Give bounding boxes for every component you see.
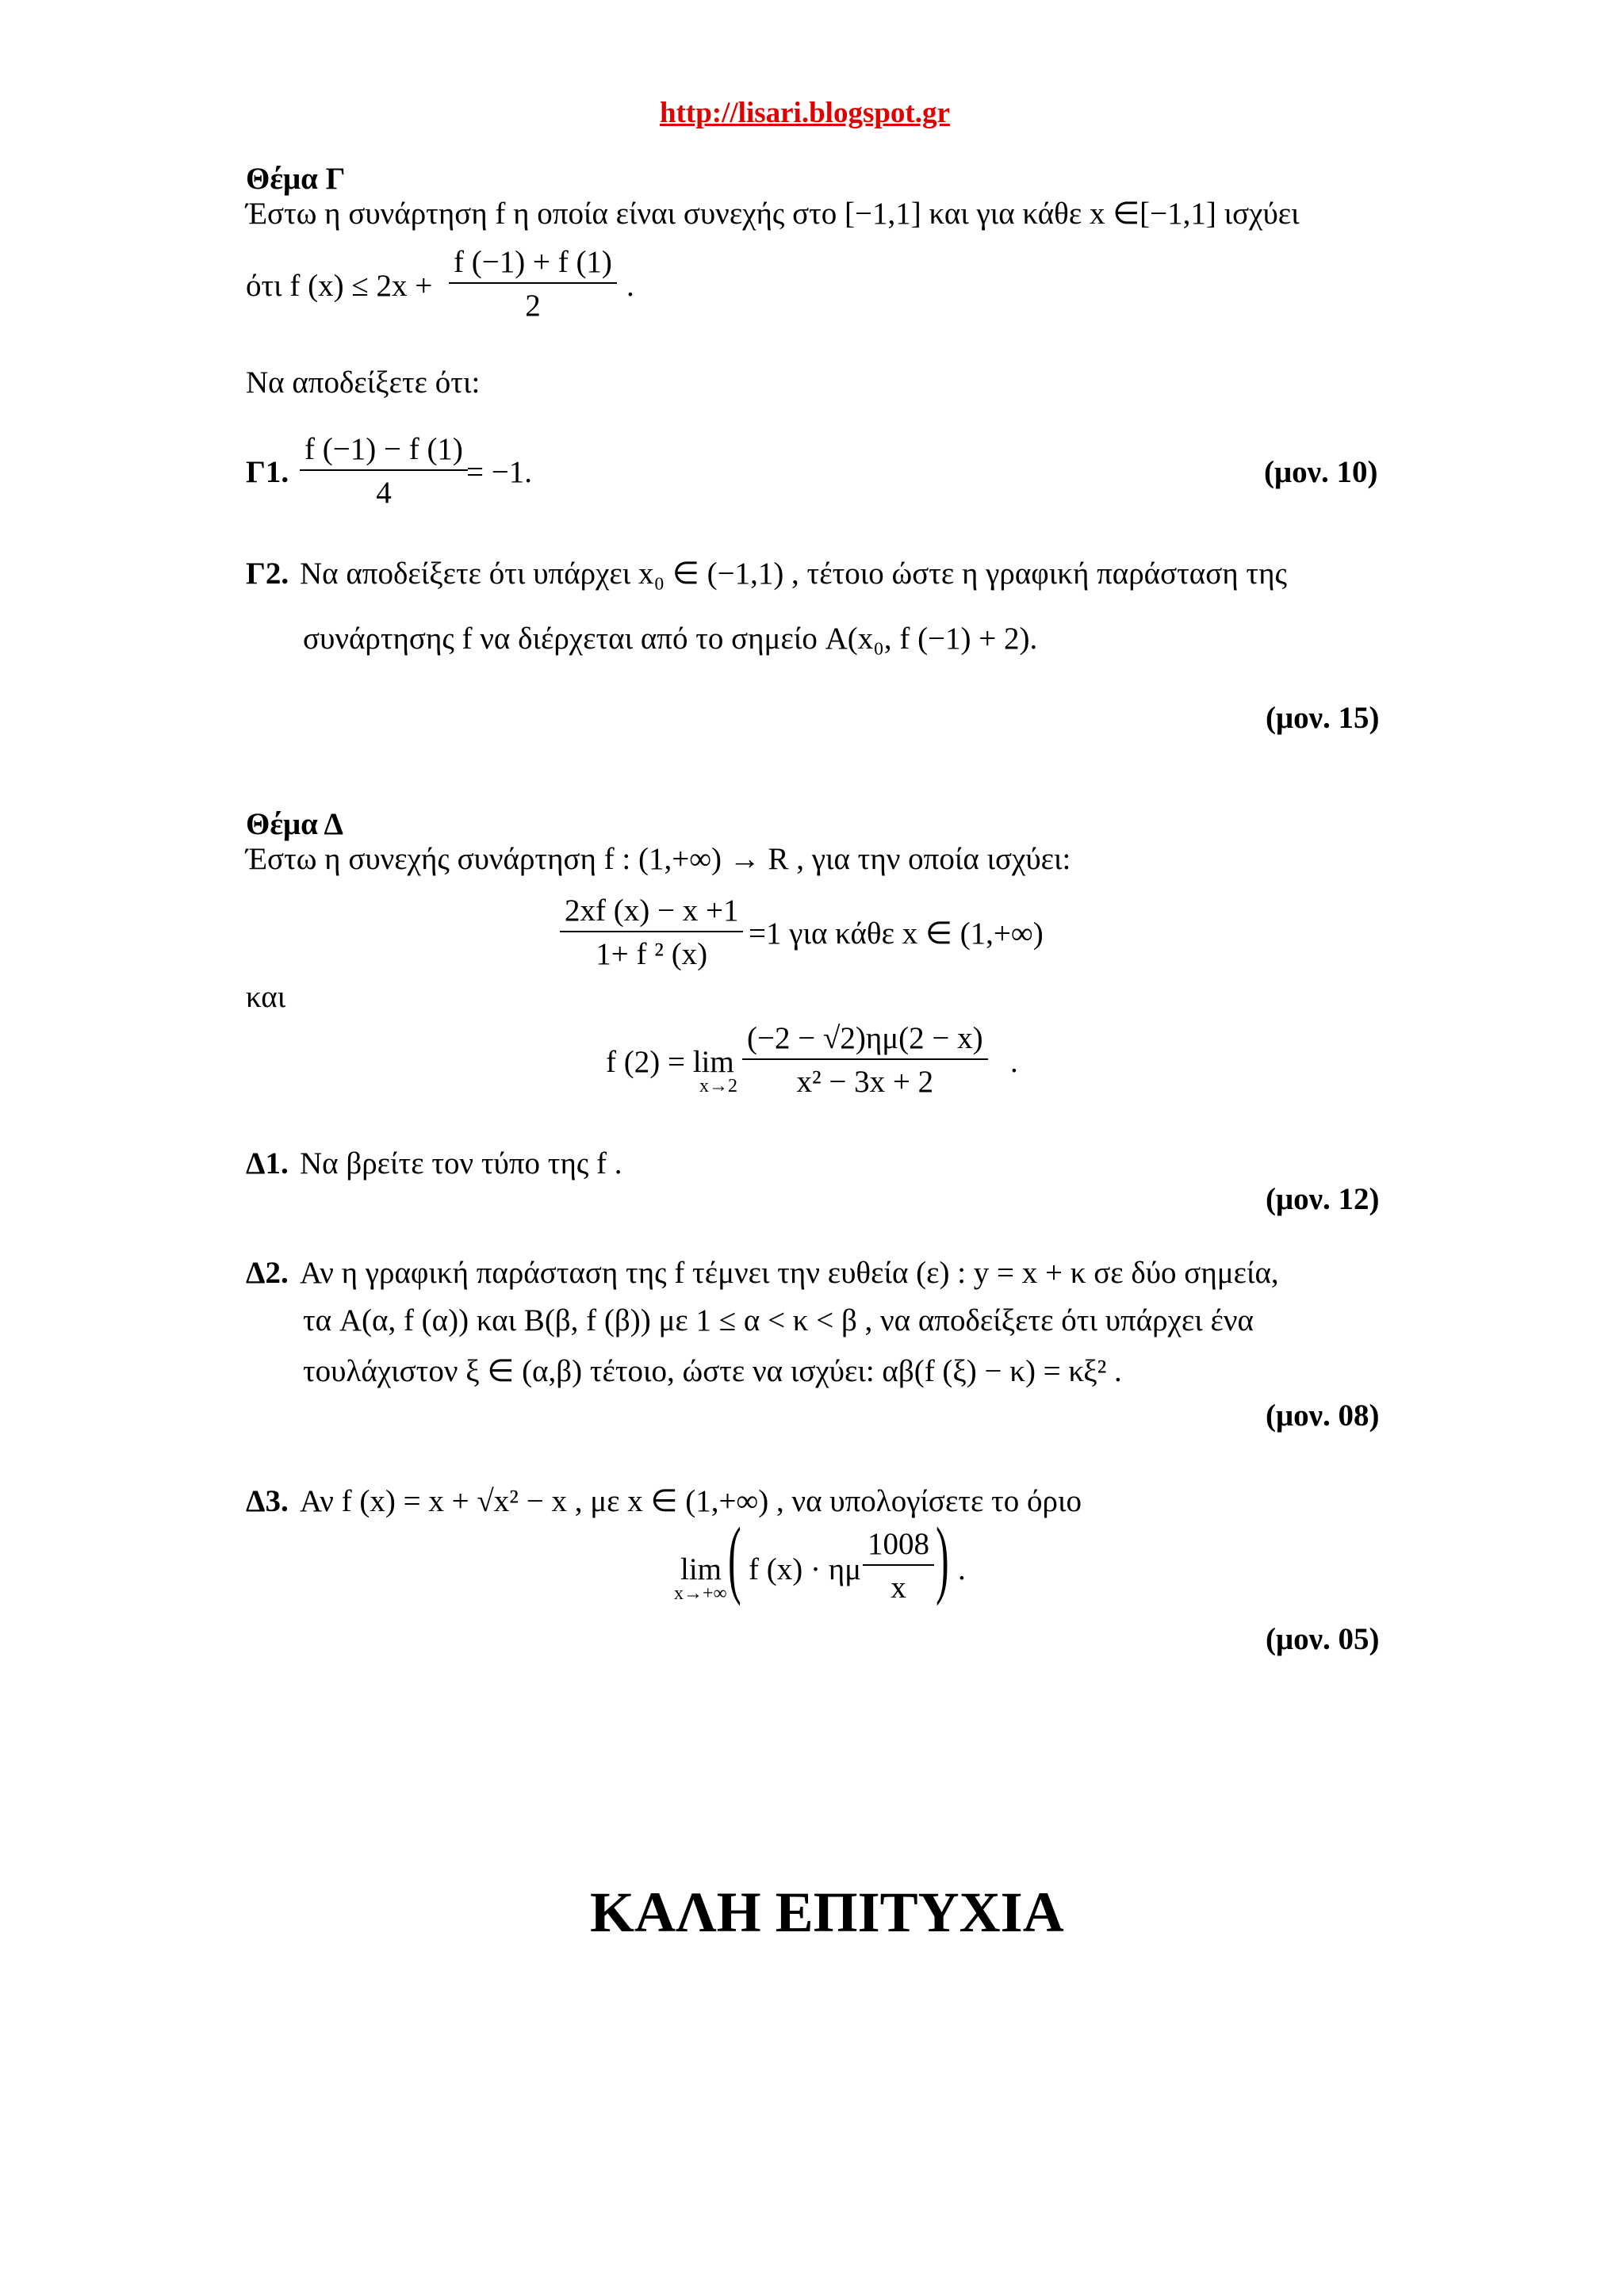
g2-label: Γ2. — [246, 557, 289, 591]
thema-d-eq2-prefix: f (2) = lim — [606, 1045, 734, 1079]
thema-d-line1: Έστω η συνεχής συνάρτηση f : (1,+∞) → R , για την οποία ισχύει: — [246, 842, 1071, 876]
fraction-denominator: 1+ f ² (x) — [560, 931, 743, 970]
fraction-denominator: x — [863, 1564, 934, 1603]
thema-g-line2-prefix: ότι f (x) ≤ 2x + — [246, 269, 433, 303]
section-title-thema-g: Θέμα Γ — [246, 162, 346, 196]
g1-fraction — [300, 434, 468, 508]
thema-d-eq2-suffix: . — [1010, 1045, 1018, 1079]
fraction-denominator: x² − 3x + 2 — [742, 1058, 988, 1097]
thema-g-line1: Έστω η συνάρτηση f η οποία είναι συνεχής στο [−1,1] και για κάθε x ∈[−1,1] ισχύει — [246, 197, 1300, 231]
d1-points: (μον. 12) — [1266, 1182, 1380, 1216]
g1-suffix: = −1. — [466, 455, 532, 489]
fraction-numerator: 1008 — [868, 1527, 929, 1561]
g2-points: (μον. 15) — [1266, 701, 1380, 735]
left-big-paren: ( — [728, 1510, 741, 1606]
g1-points: (μον. 10) — [1264, 455, 1378, 489]
fraction-numerator: f (−1) + f (1) — [454, 245, 612, 279]
d3-fraction — [863, 1529, 934, 1603]
g1-label: Γ1. — [246, 455, 289, 489]
fraction-numerator: 2xf (x) − x +1 — [565, 894, 739, 928]
d3-expr: f (x) · ημ — [749, 1552, 862, 1586]
fraction-numerator: f (−1) − f (1) — [304, 432, 463, 466]
thema-g-prove: Να αποδείξετε ότι: — [246, 365, 481, 400]
thema-d-and: και — [246, 980, 286, 1014]
closing-text: ΚΑΛΗ ΕΠΙΤΥΧΙΑ — [590, 1881, 1064, 1944]
d3-lim: lim — [680, 1552, 722, 1586]
d2-line2: τα A(α, f (α)) και B(β, f (β)) με 1 ≤ α < κ < β , να αποδείξετε ότι υπάρχει ένα — [303, 1303, 1254, 1337]
g2-line2: συνάρτησης f να διέρχεται από το σημείο A(x₀, f (−1) + 2). — [303, 622, 1038, 656]
d1-text: Να βρείτε τον τύπο της f . — [300, 1146, 622, 1181]
d3-points: (μον. 05) — [1266, 1622, 1380, 1656]
d2-line3: τουλάχιστον ξ ∈ (α,β) τέτοιο, ώστε να ισχύει: αβ(f (ξ) − κ) = κξ² . — [303, 1354, 1122, 1388]
fraction-denominator: 2 — [449, 282, 617, 321]
thema-d-eq2-fraction — [742, 1023, 988, 1097]
d2-label: Δ2. — [246, 1256, 289, 1290]
thema-d-eq2-lim-sub: x→2 — [699, 1076, 737, 1096]
header-link[interactable]: http://lisari.blogspot.gr — [660, 97, 950, 129]
thema-d-eq1-fraction — [560, 895, 743, 970]
d3-suffix: . — [958, 1552, 966, 1586]
thema-g-line2-suffix: . — [626, 269, 634, 303]
right-big-paren: ) — [936, 1510, 949, 1606]
fraction-numerator: (−2 − √2)ημ(2 − x) — [747, 1021, 983, 1055]
section-title-thema-d: Θέμα Δ — [246, 807, 343, 841]
d3-label: Δ3. — [246, 1484, 289, 1518]
thema-g-fraction — [449, 247, 617, 321]
d1-label: Δ1. — [246, 1146, 289, 1181]
thema-d-eq1-suffix: =1 για κάθε x ∈ (1,+∞) — [749, 916, 1044, 951]
d3-line1: Αν f (x) = x + √x² − x , με x ∈ (1,+∞) , να υπολογίσετε το όριο — [300, 1484, 1082, 1518]
g2-line1: Να αποδείξετε ότι υπάρχει x₀ ∈ (−1,1) , τέτοιο ώστε η γραφική παράσταση της — [300, 557, 1287, 591]
d2-points: (μον. 08) — [1266, 1399, 1380, 1433]
fraction-denominator: 4 — [300, 469, 468, 508]
d3-lim-sub: x→+∞ — [674, 1583, 727, 1604]
d2-line1: Αν η γραφική παράσταση της f τέμνει την ευθεία (ε) : y = x + κ σε δύο σημεία, — [300, 1256, 1279, 1290]
